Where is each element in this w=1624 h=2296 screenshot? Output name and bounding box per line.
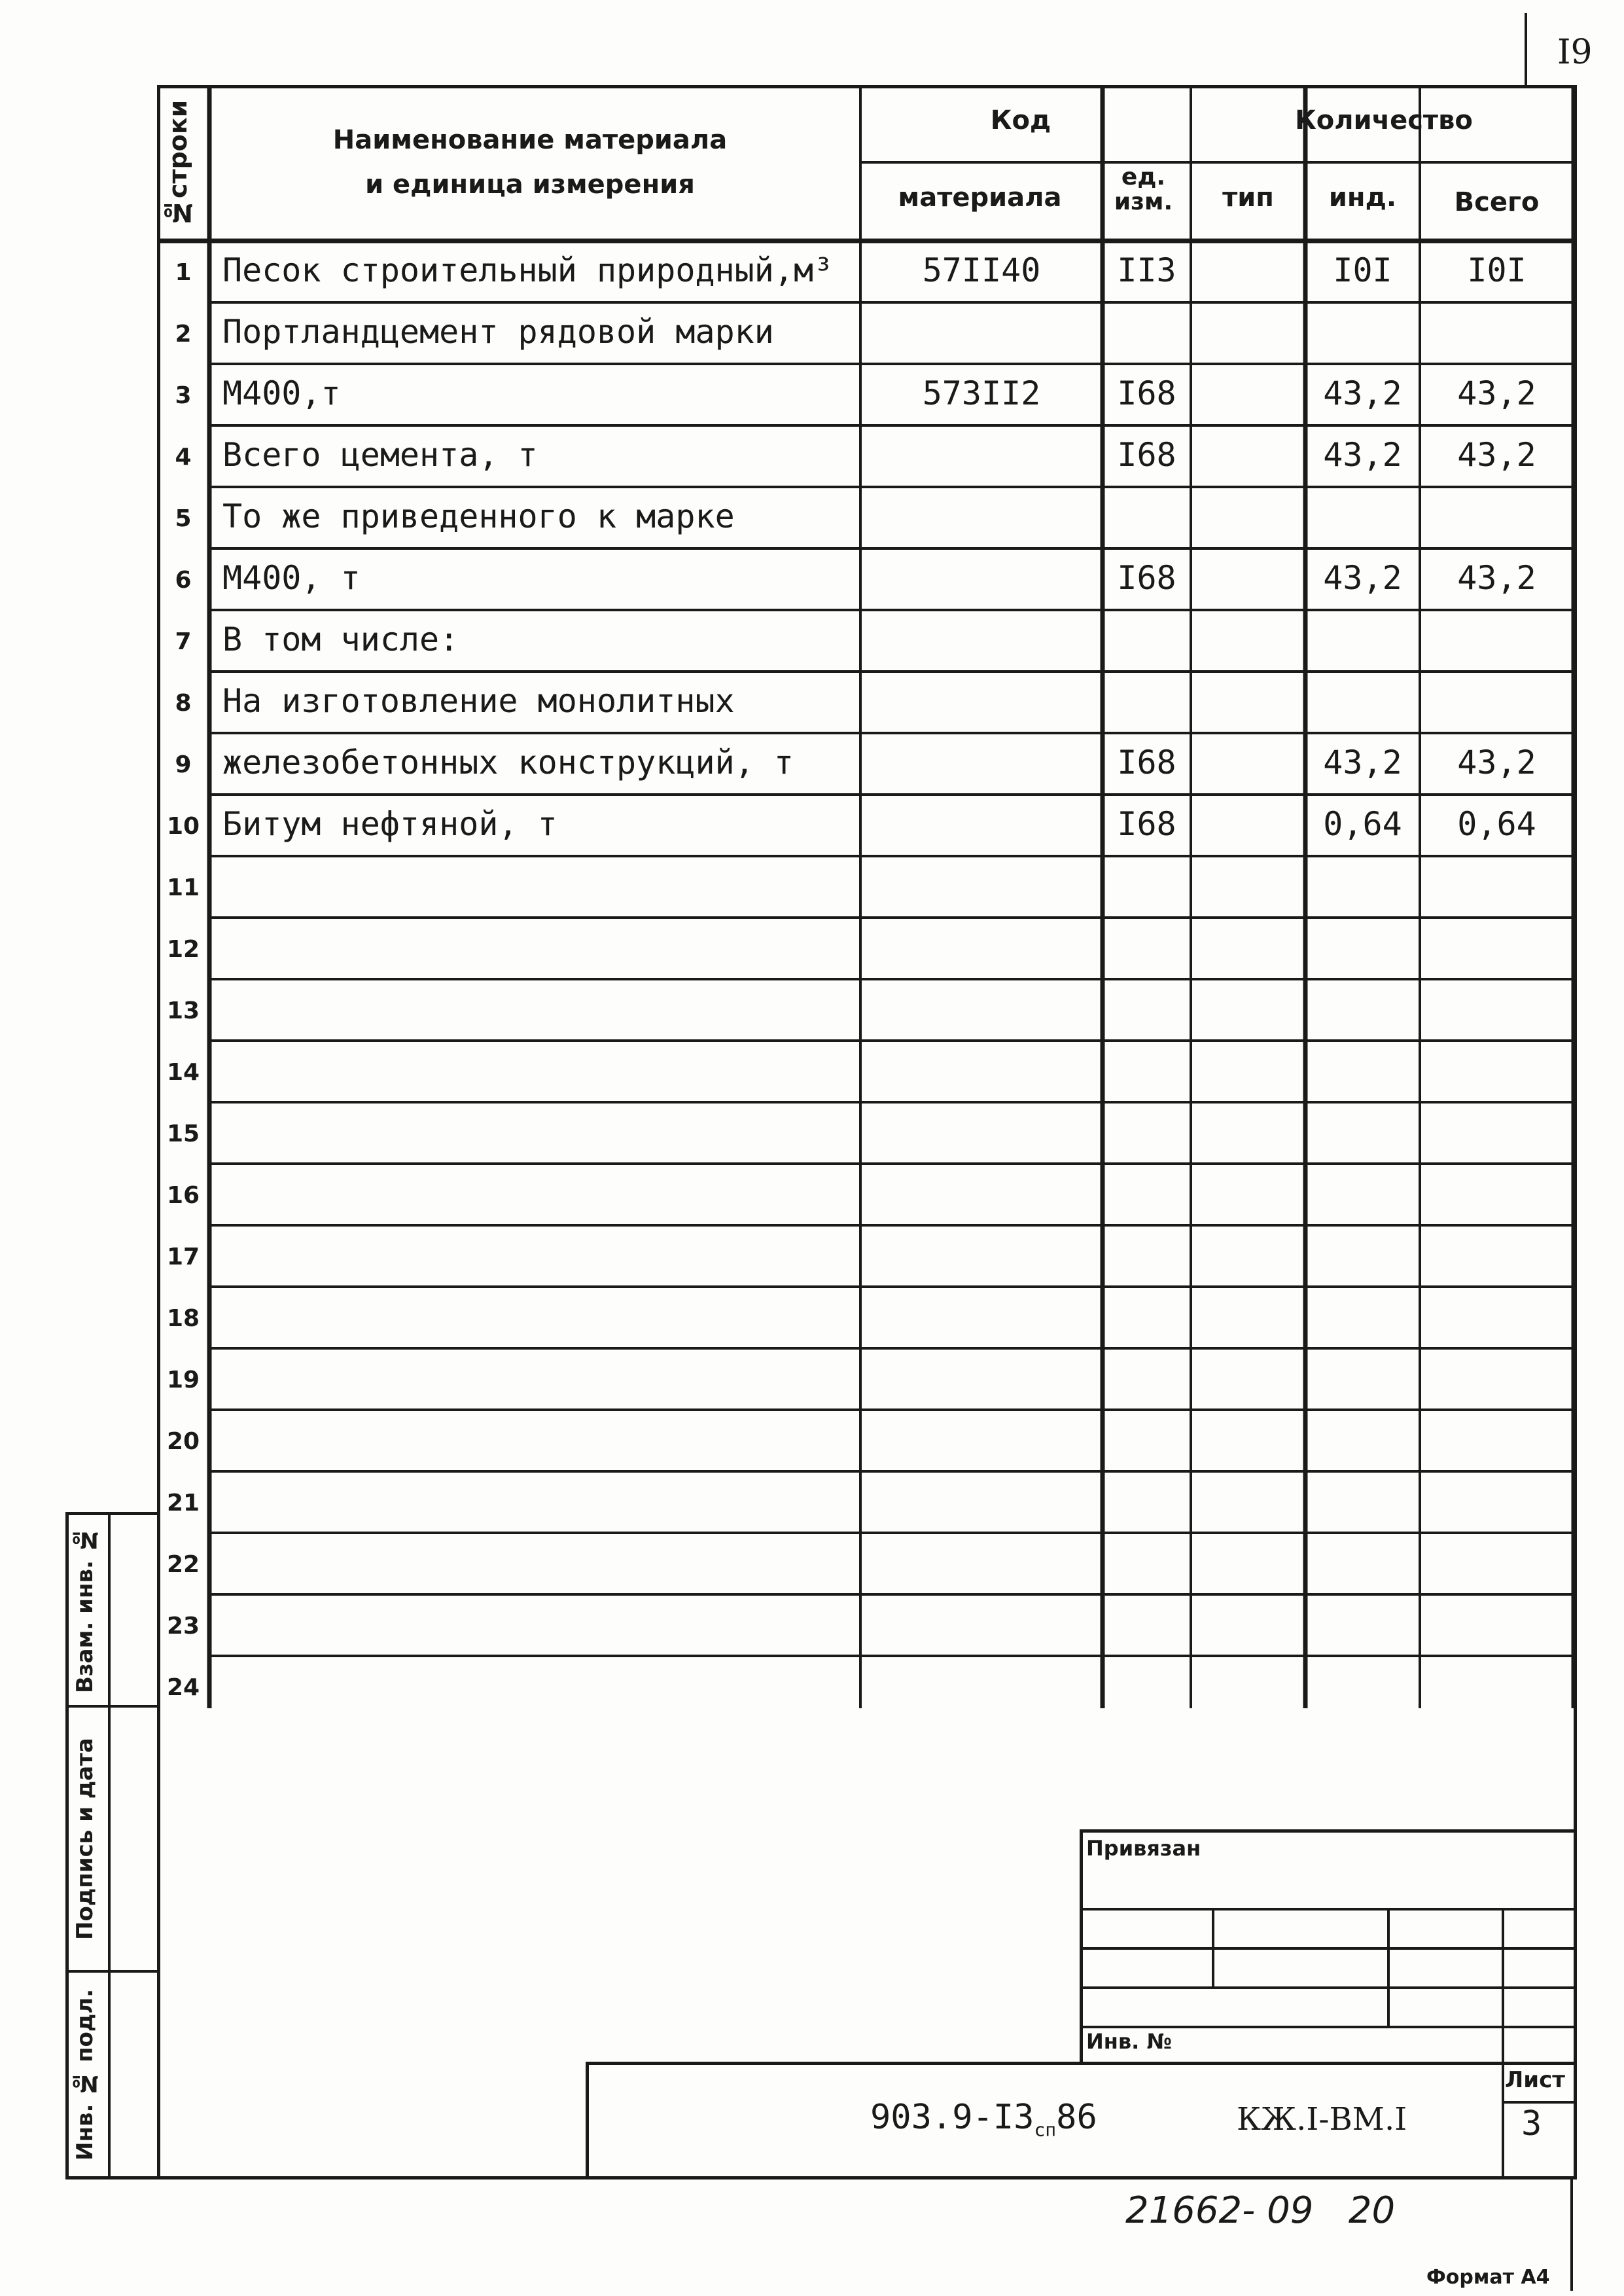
cell-total: 43,2 xyxy=(1457,744,1536,781)
cell-ind: 43,2 xyxy=(1323,374,1402,412)
qty-total-header: Всего xyxy=(1454,187,1540,217)
title-sheet-hline xyxy=(1502,2101,1577,2104)
cell-total: 43,2 xyxy=(1457,559,1536,597)
document-code-main: 903.9-I3 xyxy=(870,2098,1034,2137)
row-number: 1 xyxy=(175,259,192,286)
row-number: 9 xyxy=(175,751,192,778)
row-number: 18 xyxy=(166,1305,200,1332)
row-number: 14 xyxy=(166,1059,200,1086)
document-mark: КЖ.I-ВМ.I xyxy=(1237,2101,1407,2138)
row-number: 5 xyxy=(175,505,192,532)
row-number: 19 xyxy=(166,1367,200,1393)
row-number: 17 xyxy=(166,1244,200,1270)
cell-name: Битум нефтяной, т xyxy=(222,805,557,843)
cell-name: Песок строительный природный,м³ xyxy=(222,251,834,289)
title-sheet-vline xyxy=(1502,2062,1504,2179)
row-number: 2 xyxy=(175,321,192,348)
document-code-year: 86 xyxy=(1056,2098,1097,2137)
row-number: 22 xyxy=(166,1551,200,1578)
cell-total: 0,64 xyxy=(1457,805,1536,843)
row-number: 4 xyxy=(175,444,192,471)
row-number: 7 xyxy=(175,628,192,655)
cell-total: 43,2 xyxy=(1457,374,1536,412)
cell-unit: I68 xyxy=(1117,374,1176,412)
code-material-header: материала xyxy=(898,183,1062,213)
row-number: 20 xyxy=(166,1428,200,1455)
sheet-label: Лист xyxy=(1505,2067,1565,2093)
row-number: 12 xyxy=(166,936,200,963)
page-number: I9 xyxy=(1557,33,1593,72)
row-number: 15 xyxy=(166,1121,200,1147)
cell-unit: II3 xyxy=(1117,251,1176,289)
side-stamp-divider-2 xyxy=(65,1970,160,1973)
page-number-divider xyxy=(1525,13,1527,85)
privyazan-label: Привязан xyxy=(1086,1836,1201,1861)
cell-name: Портландцемент рядовой марки xyxy=(222,313,774,351)
vzam-inv-label: Взам. инв. № xyxy=(72,1526,98,1694)
binding-vline-2 xyxy=(1387,1908,1390,2026)
inv-no-label: Инв. № xyxy=(1086,2029,1172,2054)
qty-ind-header: инд. xyxy=(1328,183,1397,213)
binding-vline-3 xyxy=(1502,1908,1504,2065)
binding-vline-1 xyxy=(1212,1908,1214,1986)
row-number: 13 xyxy=(166,997,200,1024)
cell-total: I0I xyxy=(1467,251,1527,289)
cell-ind: 43,2 xyxy=(1323,559,1402,597)
row-number: 6 xyxy=(175,567,192,594)
cell-ind: 43,2 xyxy=(1323,744,1402,781)
cell-name: Всего цемента, т xyxy=(222,436,538,474)
row-number-header: №строки xyxy=(164,99,192,228)
cell-ind: 43,2 xyxy=(1323,436,1402,474)
format-label: Формат А4 xyxy=(1426,2266,1550,2289)
name-header-line2: и единица измерения xyxy=(365,170,695,200)
cell-unit: I68 xyxy=(1117,559,1176,597)
qty-type-header: тип xyxy=(1222,183,1274,213)
row-number: 21 xyxy=(166,1490,200,1516)
inv-podl-label: Инв. № подл. xyxy=(72,1988,98,2161)
cell-ind: 0,64 xyxy=(1323,805,1402,843)
cell-unit: I68 xyxy=(1117,436,1176,474)
row-number: 10 xyxy=(166,813,200,840)
cell-unit: I68 xyxy=(1117,805,1176,843)
row-number: 16 xyxy=(166,1182,200,1209)
code-group-header: Код xyxy=(990,105,1051,135)
code-unit-header: ед. изм. xyxy=(1114,164,1173,215)
footer-right-line xyxy=(1570,2179,1573,2291)
row-number: 3 xyxy=(175,382,192,409)
name-header-line1: Наименование материала xyxy=(332,125,728,155)
sheet-number: 3 xyxy=(1521,2104,1542,2144)
cell-ind: I0I xyxy=(1333,251,1392,289)
row-number: 24 xyxy=(166,1674,200,1701)
archive-number: 21662- 09 20 xyxy=(1125,2189,1396,2232)
cell-mat: 573II2 xyxy=(922,374,1041,412)
cell-unit: I68 xyxy=(1117,744,1176,781)
cell-name: М400,т xyxy=(222,374,341,412)
document-code xyxy=(870,2098,1097,2140)
cell-name: В том числе: xyxy=(222,620,459,658)
row-number: 8 xyxy=(175,690,192,717)
podpis-data-label: Подпись и дата xyxy=(72,1738,98,1941)
quantity-group-header: Количество xyxy=(1295,105,1473,135)
cell-name: На изготовление монолитных xyxy=(222,682,735,720)
side-stamp-divider-1 xyxy=(65,1705,160,1708)
row-number: 23 xyxy=(166,1613,200,1640)
cell-name: М400, т xyxy=(222,559,361,597)
side-stamp-inner-line xyxy=(108,1512,111,2179)
cell-mat: 57II40 xyxy=(922,251,1041,289)
cell-total: 43,2 xyxy=(1457,436,1536,474)
cell-name: То же приведенного к марке xyxy=(222,497,735,535)
document-code-sub: сп xyxy=(1034,2119,1057,2141)
cell-name: железобетонных конструкций, т xyxy=(222,744,794,781)
row-number: 11 xyxy=(166,874,200,901)
